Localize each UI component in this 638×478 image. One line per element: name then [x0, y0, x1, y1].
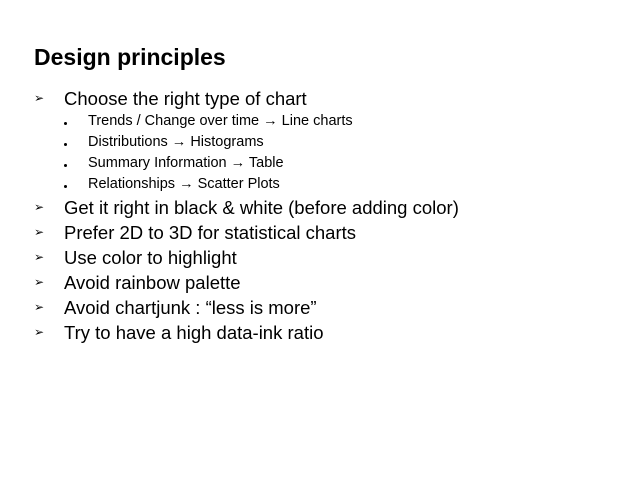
arrowhead-bullet-icon: ➢: [34, 200, 45, 214]
bullet-text: Avoid rainbow palette: [64, 272, 241, 293]
arrowhead-bullet-icon: ➢: [34, 275, 45, 289]
sub-bullet-text: Relationships → Scatter Plots: [88, 176, 280, 192]
arrowhead-bullet-icon: ➢: [34, 300, 45, 314]
bullet-text: Avoid chartjunk : “less is more”: [64, 297, 317, 318]
sub-bullet-text: Trends / Change over time → Line charts: [88, 113, 353, 129]
dot-bullet-icon: [64, 164, 67, 167]
bullet-text: Prefer 2D to 3D for statistical charts: [64, 222, 356, 243]
dot-bullet-icon: [64, 185, 67, 188]
arrowhead-bullet-icon: ➢: [34, 225, 45, 239]
bullet-text: Use color to highlight: [64, 247, 237, 268]
arrowhead-bullet-icon: ➢: [34, 325, 45, 339]
bullet-text: Choose the right type of chart: [64, 88, 307, 109]
sub-bullet-text: Summary Information → Table: [88, 155, 284, 171]
dot-bullet-icon: [64, 143, 67, 146]
arrowhead-bullet-icon: ➢: [34, 91, 45, 105]
bullet-text: Get it right in black & white (before adding color): [64, 197, 459, 218]
slide-title: Design principles: [34, 44, 226, 70]
bullet-text: Try to have a high data-ink ratio: [64, 322, 324, 343]
sub-bullet-text: Distributions → Histograms: [88, 134, 264, 150]
dot-bullet-icon: [64, 122, 67, 125]
arrowhead-bullet-icon: ➢: [34, 250, 45, 264]
